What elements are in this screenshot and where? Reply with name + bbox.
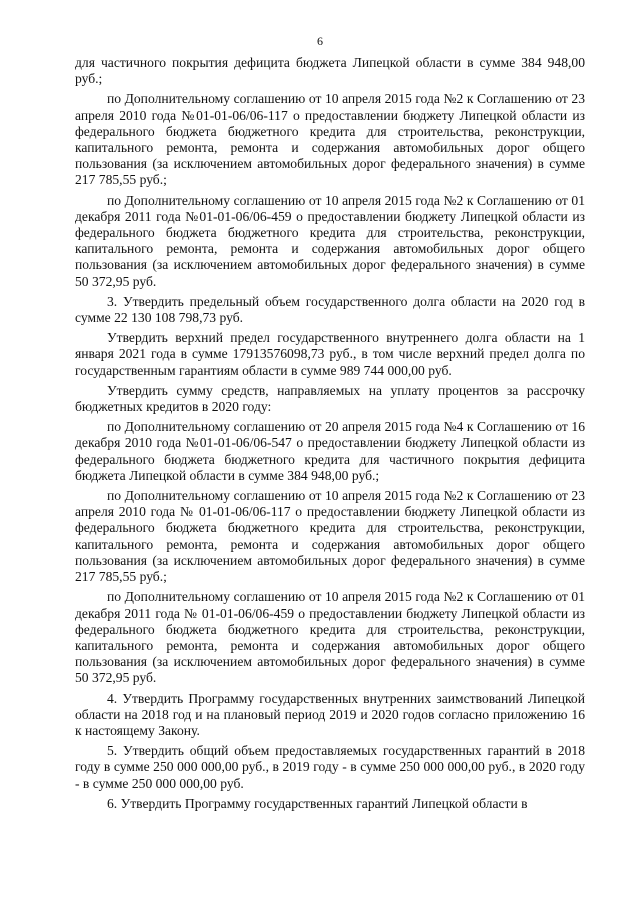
paragraph: по Дополнительному соглашению от 10 апреля 2015 года №2 к Соглашению от 01 декабря 2011 года №01-01-06/06-459 о предоставлении бюджету Липецкой области из федерального бюджета бюджетного кредита для строительства, реконструкции, капитального ремонта, ремонта и содержания автомобильных дорог общего пользования (за исключением автомобильных дорог федерального значения) в сумме 50 372,95 руб. <box>75 192 585 289</box>
page-number: 6 <box>317 34 323 48</box>
paragraph: 3. Утвердить предельный объем государственного долга области на 2020 год в сумме 22 130 108 798,73 руб. <box>75 293 585 326</box>
paragraph: 4. Утвердить Программу государственных внутренних заимствований Липецкой области на 2018 год и на плановый период 2019 и 2020 годов согласно приложению 16 к настоящему Закону. <box>75 690 585 738</box>
paragraph: 5. Утвердить общий объем предоставляемых государственных гарантий в 2018 году в сумме 250 000 000,00 руб., в 2019 году - в сумме 250 000 000,00 руб., в 2020 году - в сумме 250 000 000,00 руб. <box>75 743 585 791</box>
paragraph: по Дополнительному соглашению от 10 апреля 2015 года №2 к Соглашению от 01 декабря 2011 года № 01-01-06/06-459 о предоставлении бюджету Липецкой области из федерального бюджета бюджетного кредита для строительства, реконструкции, капитального ремонта, ремонта и содержания автомобильных дорог общего пользования (за исключением автомобильных дорог федерального значения) в сумме 50 372,95 руб. <box>75 589 585 686</box>
paragraph: Утвердить верхний предел государственного внутреннего долга области на 1 января 2021 года в сумме 17913576098,73 руб., в том числе верхний предел долга по государственным гарантиям области в сумме 989 744 000,00 руб. <box>75 330 585 378</box>
document-body <box>75 55 585 816</box>
paragraph: по Дополнительному соглашению от 20 апреля 2015 года №4 к Соглашению от 16 декабря 2010 года №01-01-06/06-547 о предоставлении бюджету Липецкой области из федерального бюджета бюджетного кредита для частичного покрытия дефицита бюджета Липецкой области в сумме 384 948,00 руб.; <box>75 419 585 483</box>
paragraph: по Дополнительному соглашению от 10 апреля 2015 года №2 к Соглашению от 23 апреля 2010 года № 01-01-06/06-117 о предоставлении бюджету Липецкой области из федерального бюджета бюджетного кредита для строительства, реконструкции, капитального ремонта, ремонта и содержания автомобильных дорог общего пользования (за исключением автомобильных дорог федерального значения) в сумме 217 785,55 руб.; <box>75 488 585 585</box>
paragraph: Утвердить сумму средств, направляемых на уплату процентов за рассрочку бюджетных кредитов в 2020 году: <box>75 382 585 415</box>
paragraph-continuation: для частичного покрытия дефицита бюджета Липецкой области в сумме 384 948,00 руб.; <box>75 55 585 87</box>
paragraph: по Дополнительному соглашению от 10 апреля 2015 года №2 к Соглашению от 23 апреля 2010 года №01-01-06/06-117 о предоставлении бюджету Липецкой области из федерального бюджета бюджетного кредита для строительства, реконструкции, капитального ремонта, ремонта и содержания автомобильных дорог общего пользования (за исключением автомобильных дорог федерального значения) в сумме 217 785,55 руб.; <box>75 91 585 188</box>
paragraph: 6. Утвердить Программу государственных гарантий Липецкой области в <box>107 795 528 811</box>
